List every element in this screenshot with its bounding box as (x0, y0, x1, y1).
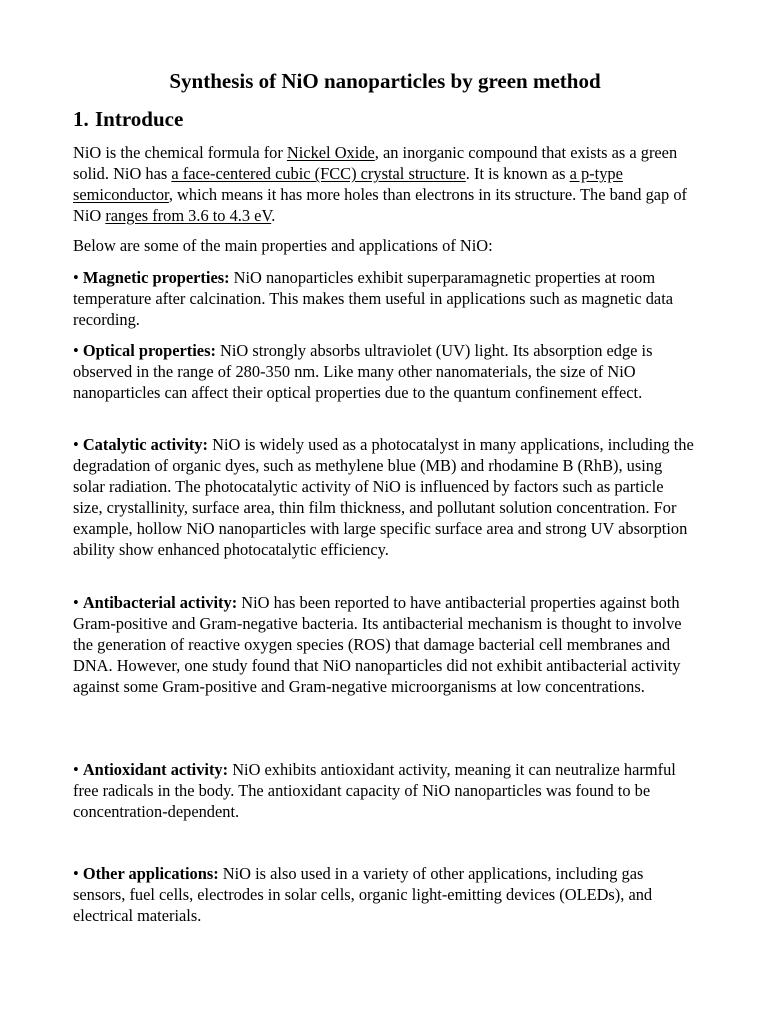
link-nickel-oxide[interactable]: Nickel Oxide (286, 143, 375, 162)
section-heading (73, 105, 183, 133)
property-text: NiO exhibits antioxidant activity, meaning it can neutralize harmful free radicals in the body. The antioxidant capacity of NiO nanoparticles was found to be concentration-dependent. (73, 760, 676, 821)
property-text: NiO has been reported to have antibacterial properties against both Gram-positive and Gram-negative bacteria. Its antibacterial mechanism is thought to involve the generation of reactive oxygen species (ROS) that damage bacterial cell membranes and DNA. However, one study found that NiO nanoparticles did not exhibit antibacterial activity against some Gram-positive and Gram-negative microorganisms at low concentrations. (73, 593, 682, 696)
document-title: Synthesis of NiO nanoparticles by green method (169, 69, 601, 93)
link-fcc-crystal-structure[interactable]: a face-centered cubic (FCC) crystal structure (171, 164, 466, 183)
section-heading-text: Introduce (95, 107, 184, 131)
intro-text-5: . (271, 206, 276, 225)
intro-text-1: NiO is the chemical formula for (73, 143, 287, 162)
link-p-type-semiconductor[interactable]: a p-type semiconductor (73, 164, 623, 204)
bullet: • (73, 593, 83, 612)
property-label: Magnetic properties: (82, 268, 230, 287)
intro-paragraph (73, 142, 697, 226)
link-band-gap-range[interactable]: ranges from 3.6 to 4.3 eV (105, 206, 272, 225)
property-label: Antibacterial activity: (82, 593, 238, 612)
property-text: NiO is also used in a variety of other applications, including gas sensors, fuel cells, electrodes in solar cells, organic light-emitting devices (OLEDs), and electrical materials. (73, 864, 653, 925)
intro-text-4: , which means it has more holes than electrons in its structure. The band gap of NiO (73, 185, 687, 225)
property-catalytic (73, 434, 697, 560)
property-text: NiO strongly absorbs ultraviolet (UV) light. Its absorption edge is observed in the range of 280-350 nm. Like many other nanomaterials, the size of NiO nanoparticles can affect their optical properties due to the quantum confinement effect. (73, 341, 653, 402)
property-label: Antioxidant activity: (82, 760, 229, 779)
properties-intro: Below are some of the main properties and applications of NiO: (73, 236, 493, 255)
property-antioxidant (73, 759, 697, 822)
section-number: 1. (73, 107, 89, 131)
bullet: • (73, 864, 83, 883)
intro-text-2: , an inorganic compound that exists as a green solid. NiO has (73, 143, 678, 183)
bullet: • (73, 268, 83, 287)
property-optical (73, 340, 697, 403)
property-magnetic (73, 267, 697, 330)
property-label: Other applications: (82, 864, 219, 883)
property-other-applications (73, 863, 697, 926)
property-label: Catalytic activity: (82, 435, 209, 454)
bullet: • (73, 760, 83, 779)
property-text: NiO is widely used as a photocatalyst in many applications, including the degradation of organic dyes, such as methylene blue (MB) and rhodamine B (RhB), using solar radiation. The photocatalytic activity of NiO is influenced by factors such as particle size, crystallinity, surface area, thin film thickness, and pollutant solution concentration. For example, hollow NiO nanoparticles with large specific surface area and strong UV absorption ability show enhanced photocatalytic efficiency. (73, 435, 694, 559)
property-label: Optical properties: (82, 341, 216, 360)
intro-text-3: . It is known as (465, 164, 570, 183)
bullet: • (73, 341, 83, 360)
bullet: • (73, 435, 83, 454)
property-antibacterial (73, 592, 697, 697)
property-text: NiO nanoparticles exhibit superparamagnetic properties at room temperature after calcination. This makes them useful in applications such as magnetic data recording. (73, 268, 674, 329)
